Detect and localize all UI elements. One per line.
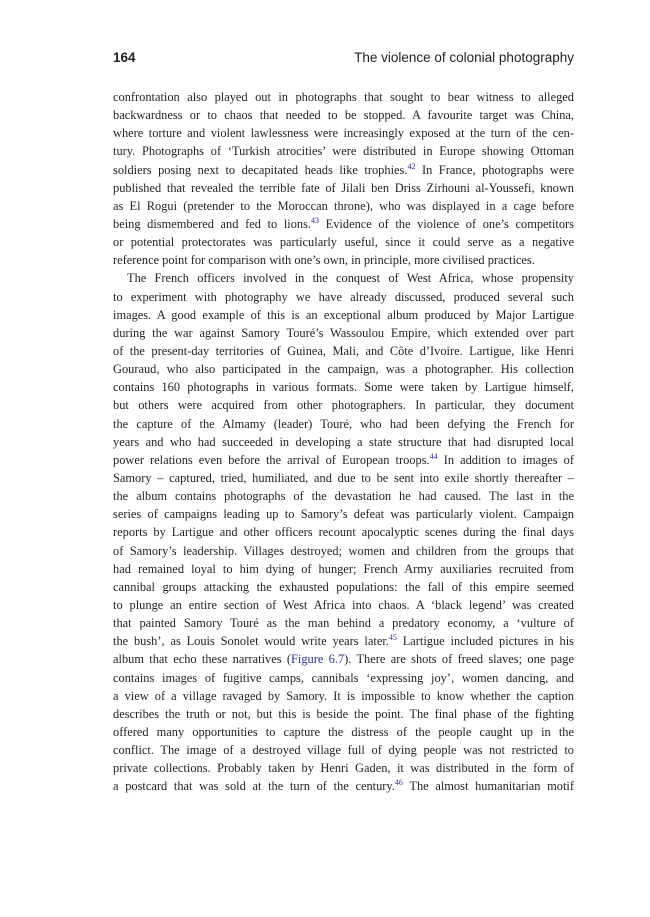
text-line [113, 596, 574, 614]
text-line [113, 614, 574, 632]
line-text: as El Rogui (pretender to the Moroccan throne), who was displayed in a cage before [113, 198, 574, 213]
line-text: The French officers involved in the conquest of West Africa, whose propensity [127, 271, 574, 286]
text-line [113, 650, 574, 668]
text-line [113, 342, 574, 360]
line-text: reports by Lartigue and other officers recount apocalyptic scenes during the final days [113, 525, 574, 540]
text-line [113, 396, 574, 414]
line-text: backwardness or to chaos that needed to be stopped. A favourite target was China, [113, 108, 574, 123]
body-text [113, 88, 574, 795]
text-line [113, 161, 574, 179]
running-head: The violence of colonial photography [354, 50, 574, 65]
line-text: soldiers posing next to decapitated heads like trophies. [113, 162, 408, 177]
line-text: during the war against Samory Touré’s Wassoulou Empire, which extended over part [113, 325, 574, 340]
line-text: describes the truth or not, but this is beside the point. The final phase of the fighting [113, 706, 574, 721]
line-text: confrontation also played out in photographs that sought to bear witness to alleged [113, 90, 574, 104]
text-line [113, 306, 574, 324]
line-text-continued: In France, photographs were [415, 162, 574, 177]
text-line [113, 777, 574, 795]
text-line [113, 687, 574, 705]
line-text: of the present-day territories of Guinea, Mali, and Côte d’Ivoire. Lartigue, like Henri [113, 343, 574, 358]
line-text: contains images of fugitive camps, cannibals ‘expressing joy’, women dancing, and [113, 670, 574, 685]
text-line [113, 288, 574, 306]
line-text: published that revealed the terrible fate of Jilali ben Driss Zirhouni al-Youssefi, known [113, 180, 574, 195]
line-text: reference point for comparison with one’s own, in principle, more civilised practices. [113, 253, 535, 268]
text-line [113, 233, 574, 251]
line-text: cannibal groups attacking the exhausted populations: the fall of this empire seemed [113, 579, 574, 594]
text-line [113, 505, 574, 523]
text-line [113, 741, 574, 759]
text-line [113, 523, 574, 541]
line-text: to experiment with photography we have already discussed, produced several such [113, 289, 574, 304]
text-line [113, 106, 574, 124]
text-line [113, 632, 574, 650]
line-text: Gouraud, who also participated in the campaign, was a photographer. His collection [113, 362, 574, 377]
figure-link[interactable]: Figure 6.7 [290, 652, 345, 667]
line-text: power relations even before the arrival of European troops. [113, 452, 430, 467]
text-line [113, 360, 574, 378]
text-line [113, 269, 574, 287]
line-text: private collections. Probably taken by Henri Gaden, it was distributed in the form of [113, 761, 574, 776]
text-line [113, 669, 574, 687]
text-line [113, 560, 574, 578]
text-line [113, 88, 574, 106]
text-line [113, 378, 574, 396]
text-line [113, 215, 574, 233]
line-text: being dismembered and fed to lions. [113, 216, 312, 231]
text-line [113, 578, 574, 596]
line-text-continued: The almost humanitarian motif [402, 779, 574, 794]
line-text-continued: ). There are shots of freed slaves; one page [344, 652, 574, 667]
text-line [113, 487, 574, 505]
line-text-continued: In addition to images of [437, 452, 574, 467]
text-line [113, 433, 574, 451]
line-text: that painted Samory Touré as the man behind a predatory economy, a ‘vulture of [113, 616, 574, 631]
line-text: album that echo these narratives ( [113, 652, 291, 667]
page-header [113, 50, 574, 70]
footnote-ref[interactable]: 44 [429, 451, 438, 461]
line-text: conflict. The image of a destroyed village full of dying people was not restricted to [113, 743, 574, 758]
line-text: or potential protectorates was particularly useful, since it could serve as a negative [113, 235, 574, 250]
text-line [113, 542, 574, 560]
line-text: to plunge an entire section of West Africa into chaos. A ‘black legend’ was created [113, 597, 574, 612]
footnote-ref[interactable]: 43 [311, 215, 320, 225]
line-text: contains 160 photographs in various formats. Some were taken by Lartigue himself, [113, 380, 574, 395]
text-line [113, 723, 574, 741]
text-line [113, 197, 574, 215]
footnote-ref[interactable]: 46 [394, 778, 403, 788]
text-line [113, 142, 574, 160]
line-text: images. A good example of this is an exceptional album produced by Major Lartigue [113, 307, 574, 322]
text-line [113, 469, 574, 487]
line-text: Samory – captured, tried, humiliated, and due to be sent into exile shortly thereafter – [113, 470, 574, 485]
text-line [113, 179, 574, 197]
line-text: a view of a village ravaged by Samory. It is impossible to know whether the caption [113, 688, 574, 703]
text-line [113, 324, 574, 342]
line-text: series of campaigns leading up to Samory’s defeat was particularly violent. Campaign [113, 507, 574, 522]
line-text: a postcard that was sold at the turn of the century. [113, 779, 395, 794]
line-text: the bush’, as Louis Sonolet would write years later. [113, 634, 389, 649]
page-number: 164 [113, 50, 136, 65]
text-line [113, 451, 574, 469]
footnote-ref[interactable]: 45 [388, 633, 397, 643]
line-text: the capture of the Almamy (leader) Touré, who had been defying the French for [113, 416, 574, 431]
line-text-continued: Evidence of the violence of one’s competitors [319, 216, 575, 231]
line-text: the album contains photographs of the devastation he had caused. The last in the [113, 489, 574, 504]
footnote-ref[interactable]: 42 [407, 161, 416, 171]
line-text-continued: Lartigue included pictures in his [396, 634, 574, 649]
line-text: of Samory’s leadership. Villages destroyed; women and children from the groups that [113, 543, 574, 558]
text-line [113, 705, 574, 723]
line-text: tury. Photographs of ‘Turkish atrocities’ were distributed in Europe showing Ottoman [113, 144, 574, 159]
text-line [113, 759, 574, 777]
text-line [113, 251, 574, 269]
text-line [113, 415, 574, 433]
line-text: offered many opportunities to capture the distress of the people caught up in the [113, 724, 574, 739]
line-text: but others were acquired from other photographers. In particular, they document [113, 398, 574, 413]
line-text: had remained loyal to him dying of hunger; French Army auxiliaries recruited from [113, 561, 574, 576]
text-line [113, 124, 574, 142]
line-text: years and who had succeeded in developing a state structure that had disrupted local [113, 434, 574, 449]
line-text: where torture and violent lawlessness were increasingly exposed at the turn of the cen- [113, 126, 574, 141]
